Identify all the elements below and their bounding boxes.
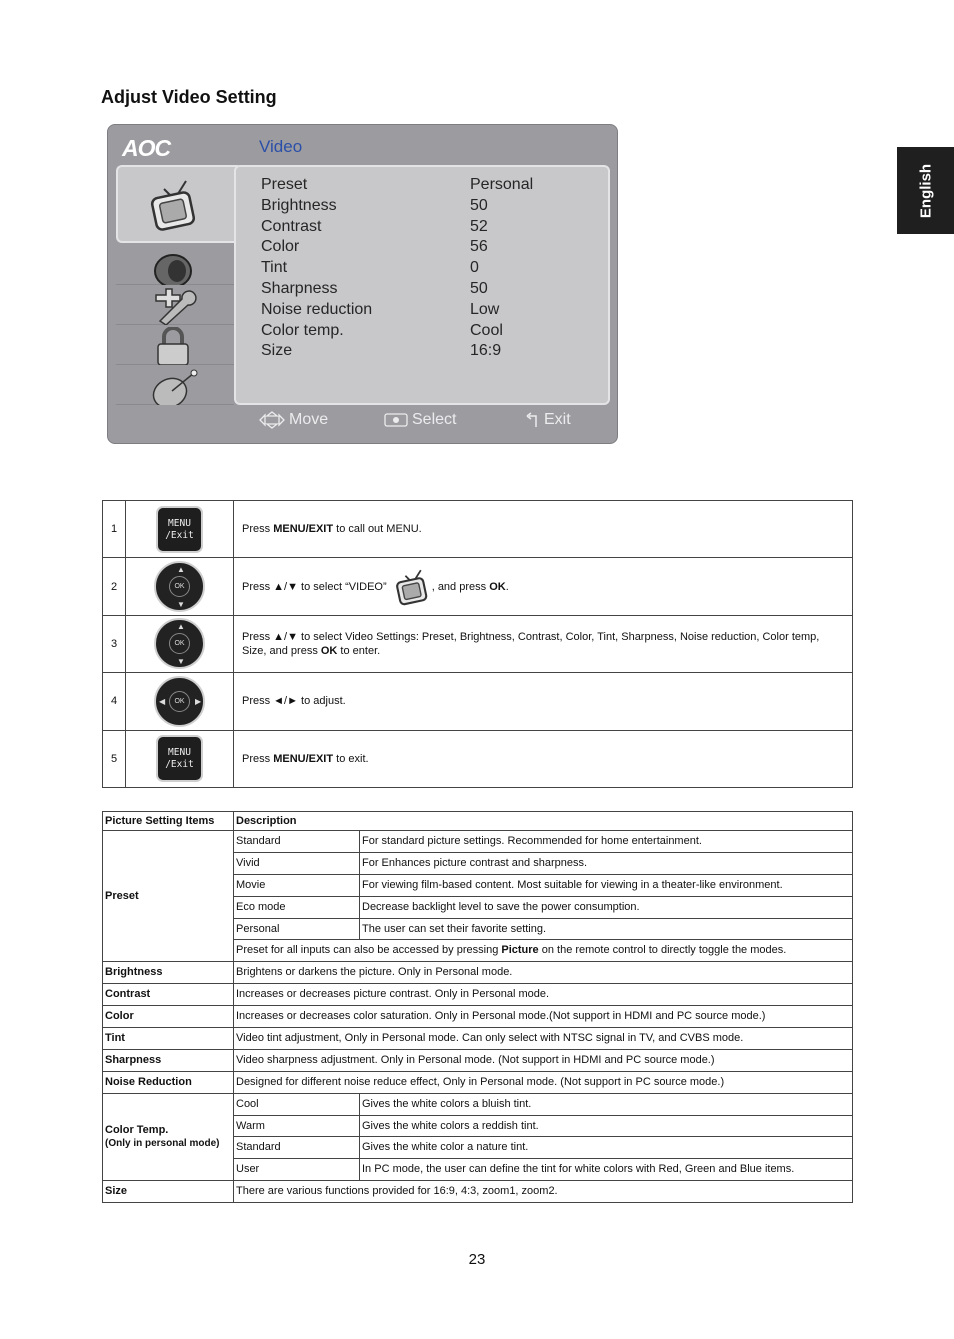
description-cell: Brightens or darkens the picture. Only in Personal mode.: [234, 962, 853, 984]
page-title: Adjust Video Setting: [101, 87, 277, 107]
osd-row-value: Personal: [470, 176, 534, 193]
sub-item: Personal: [234, 918, 360, 940]
exit-label: Exit: [544, 411, 571, 428]
table-header-row: [103, 812, 853, 831]
osd-row-value: Cool: [470, 321, 503, 339]
description-cell: In PC mode, the user can define the tint for white colors with Red, Green and Blue items.: [360, 1159, 853, 1181]
step-row: [103, 730, 853, 787]
osd-row-label: Contrast: [261, 217, 322, 235]
osd-tab-video[interactable]: [116, 165, 238, 243]
table-row: [103, 1181, 853, 1203]
move-label: Move: [289, 411, 329, 428]
item-name: Size: [103, 1181, 234, 1203]
sub-item: Standard: [234, 831, 360, 853]
step-row: [103, 558, 853, 615]
item-preset: Preset: [103, 831, 234, 962]
description-cell: Gives the white colors a reddish tint.: [360, 1115, 853, 1137]
osd-row-value: 50: [470, 196, 488, 214]
osd-footer-exit: [526, 411, 571, 429]
step-row: [103, 673, 853, 730]
select-button-icon: [384, 412, 408, 428]
table-row: [103, 1071, 853, 1093]
table-row: [103, 831, 853, 853]
sub-item: User: [234, 1159, 360, 1181]
osd-row-value: 50: [470, 280, 488, 297]
osd-row-label: Color temp.: [261, 321, 344, 339]
osd-tab-audio[interactable]: [116, 245, 234, 285]
exit-arrow-icon: [526, 412, 540, 428]
osd-row-label: Color: [261, 238, 300, 256]
step-description: Press ▲/▼ to select Video Settings: Preset, Brightness, Contrast, Color, Tint, Sharpness, Noise reduction, Color temp, Size, and press OK to enter.: [234, 615, 853, 672]
osd-footer-select: [384, 411, 456, 429]
table-row: [103, 1028, 853, 1050]
osd-row-value: Low: [470, 300, 500, 318]
osd-row-value: 0: [470, 259, 479, 277]
ok-updown-button-icon: ▲ OK ▼: [154, 561, 205, 612]
select-label: Select: [412, 411, 457, 428]
column-header: Picture Setting Items: [103, 812, 234, 831]
steps-table: [102, 500, 853, 788]
language-tab-label: English: [917, 163, 934, 218]
table-row: [103, 1006, 853, 1028]
column-header: Description: [234, 812, 853, 831]
osd-footer-move: [259, 411, 328, 429]
description-cell: Decrease backlight level to save the power consumption.: [360, 896, 853, 918]
sub-item: Cool: [234, 1093, 360, 1115]
item-name: Contrast: [103, 984, 234, 1006]
satellite-icon: [150, 367, 200, 405]
item-name: Brightness: [103, 962, 234, 984]
table-row: [103, 984, 853, 1006]
step-description: Press MENU/EXIT to call out MENU.: [234, 501, 853, 558]
step-number: 2: [103, 558, 126, 615]
table-row: [103, 962, 853, 984]
step-row: [103, 615, 853, 672]
table-row: [103, 1049, 853, 1071]
picture-settings-table: [102, 811, 853, 1203]
step-number: 3: [103, 615, 126, 672]
step-description: Press ◄/► to adjust.: [234, 673, 853, 730]
ok-updown-button-icon: ▲ OK ▼: [154, 618, 205, 669]
osd-menu: [107, 124, 618, 444]
osd-tab-channel[interactable]: [116, 365, 234, 405]
step-number: 4: [103, 673, 126, 730]
menu-exit-button-icon: MENU /Exit: [156, 735, 203, 782]
table-row: [103, 1093, 853, 1115]
description-cell: Increases or decreases picture contrast. Only in Personal mode.: [234, 984, 853, 1006]
sub-item: Vivid: [234, 852, 360, 874]
osd-row-label: Sharpness: [261, 280, 338, 297]
description-cell: For standard picture settings. Recommended for home entertainment.: [360, 831, 853, 853]
osd-row-label: Size: [261, 342, 293, 360]
aoc-logo: AOC: [122, 135, 171, 161]
page-number: 23: [468, 1251, 486, 1268]
sub-item: Movie: [234, 874, 360, 896]
description-cell: The user can set their favorite setting.: [360, 918, 853, 940]
step-number: 1: [103, 501, 126, 558]
osd-tab-lock[interactable]: [116, 325, 234, 365]
description-cell: For viewing film-based content. Most suitable for viewing in a theater-like environment.: [360, 874, 853, 896]
description-cell: Increases or decreases color saturation. Only in Personal mode.(Not support in HDMI and PC source mode.): [234, 1006, 853, 1028]
speaker-icon: [150, 247, 196, 285]
description-cell: Video sharpness adjustment. Only in Personal mode. (Not support in HDMI and PC source mode.): [234, 1049, 853, 1071]
osd-row-label: Preset: [261, 176, 308, 193]
tv-icon: [390, 566, 432, 608]
item-name: Sharpness: [103, 1049, 234, 1071]
preset-note: Preset for all inputs can also be accessed by pressing Picture on the remote control to directly toggle the modes.: [234, 940, 853, 962]
step-description: Press ▲/▼ to select “VIDEO” , and press OK.: [234, 558, 853, 615]
osd-row-value: 16:9: [470, 342, 502, 360]
description-cell: For Enhances picture contrast and sharpness.: [360, 852, 853, 874]
menu-exit-button-icon: MENU /Exit: [156, 506, 203, 553]
description-cell: Designed for different noise reduce effect, Only in Personal mode. (Not support in PC source mode.): [234, 1071, 853, 1093]
lock-icon: [150, 327, 196, 365]
description-cell: Video tint adjustment, Only in Personal mode. Can only select with NTSC signal in TV, and CVBS mode.: [234, 1028, 853, 1050]
item-color-temp: Color Temp. (Only in personal mode): [103, 1093, 234, 1181]
osd-row-value: 56: [470, 238, 488, 256]
step-description: Press MENU/EXIT to exit.: [234, 730, 853, 787]
step-row: [103, 501, 853, 558]
sub-item: Standard: [234, 1137, 360, 1159]
item-name: Noise Reduction: [103, 1071, 234, 1093]
step-number: 5: [103, 730, 126, 787]
osd-row-label: Noise reduction: [261, 300, 373, 318]
tools-icon: [150, 287, 198, 325]
osd-tab-setup[interactable]: [116, 285, 234, 325]
osd-row-label: Tint: [261, 259, 288, 277]
description-cell: Gives the white color a nature tint.: [360, 1137, 853, 1159]
description-cell: Gives the white colors a bluish tint.: [360, 1093, 853, 1115]
osd-row-label: Brightness: [261, 196, 337, 214]
ok-leftright-button-icon: ◀ OK ▶: [154, 676, 205, 727]
item-name: Tint: [103, 1028, 234, 1050]
sub-item: Eco mode: [234, 896, 360, 918]
sub-item: Warm: [234, 1115, 360, 1137]
move-arrows-icon: [259, 411, 285, 429]
item-name: Color: [103, 1006, 234, 1028]
osd-row-value: 52: [470, 217, 488, 235]
osd-header: Video: [259, 137, 303, 156]
language-tab: [897, 147, 954, 234]
description-cell: There are various functions provided for 16:9, 4:3, zoom1, zoom2.: [234, 1181, 853, 1203]
tv-icon: [142, 175, 202, 235]
